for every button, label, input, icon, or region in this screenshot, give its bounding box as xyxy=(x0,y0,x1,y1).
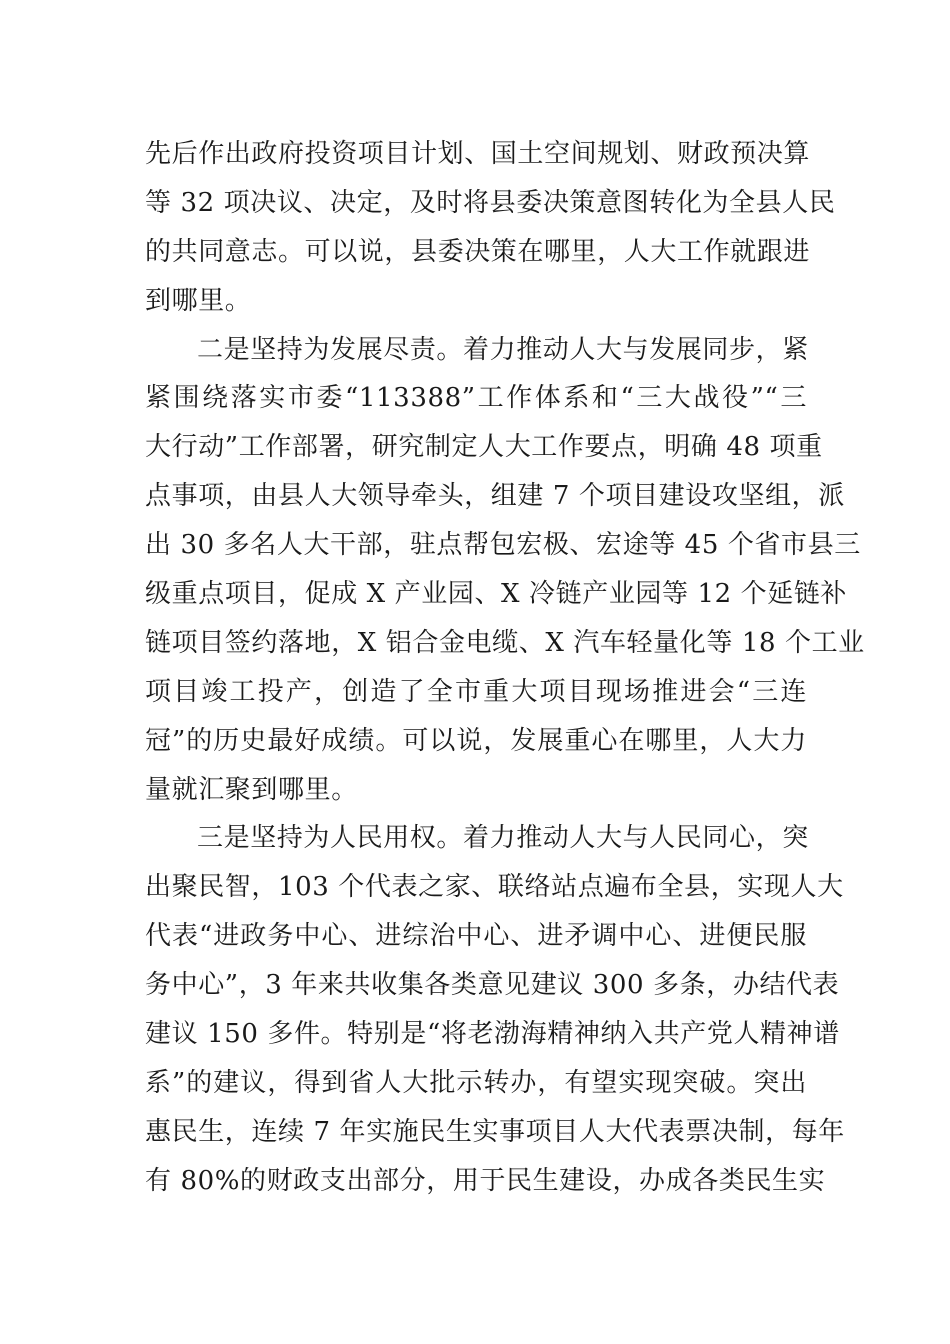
text-line: 出 30 多名人大干部，驻点帮包宏极、宏途等 45 个省市县三 xyxy=(145,530,861,561)
text-line: 先后作出政府投资项目计划、国土空间规划、财政预决算 xyxy=(145,139,811,169)
text-line: 项目竣工投产，创造了全市重大项目现场推进会“三连 xyxy=(145,676,807,707)
text-line: 等 32 项决议、决定，及时将县委决策意图转化为全县人民 xyxy=(145,187,836,218)
text-line: 务中心”，3 年来共收集各类意见建议 300 多条，办结代表 xyxy=(145,970,840,1001)
text-line: 到哪里。 xyxy=(145,285,252,316)
text-line: 紧围绕落实市委“113388”工作体系和“三大战役”“三 xyxy=(145,383,807,414)
text-line: 二是坚持为发展尽责。着力推动人大与发展同步，紧 xyxy=(197,334,809,365)
text-line: 链项目签约落地，X 铝合金电缆、X 汽车轻量化等 18 个工业 xyxy=(145,627,865,658)
text-line: 量就汇聚到哪里。 xyxy=(145,774,358,805)
text-line: 系”的建议，得到省人大批示转办，有望实现突破。突出 xyxy=(145,1067,807,1098)
document-body xyxy=(145,130,865,1206)
text-line: 三是坚持为人民用权。着力推动人大与人民同心，突 xyxy=(197,823,809,854)
text-line: 大行动”工作部署，研究制定人大工作要点，明确 48 项重 xyxy=(145,432,823,463)
text-line: 惠民生，连续 7 年实施民生实事项目人大代表票决制，每年 xyxy=(145,1116,845,1147)
text-line: 建议 150 多件。特别是“将老渤海精神纳入共产党人精神谱 xyxy=(145,1019,840,1050)
paragraph-2 xyxy=(145,326,865,815)
text-line: 的共同意志。可以说，县委决策在哪里，人大工作就跟进 xyxy=(145,236,811,267)
text-line: 冠”的历史最好成绩。可以说，发展重心在哪里，人大力 xyxy=(145,725,807,756)
text-line: 代表“进政务中心、进综治中心、进矛调中心、进便民服 xyxy=(145,921,807,952)
text-line: 点事项，由县人大领导牵头，组建 7 个项目建设攻坚组，派 xyxy=(145,481,845,512)
paragraph-1 xyxy=(145,130,836,326)
paragraph-3 xyxy=(145,814,845,1205)
text-line: 有 80%的财政支出部分，用于民生建设，办成各类民生实 xyxy=(145,1165,826,1196)
text-line: 级重点项目，促成 X 产业园、X 冷链产业园等 12 个延链补 xyxy=(145,579,848,610)
text-line: 出聚民智，103 个代表之家、联络站点遍布全县，实现人大 xyxy=(145,872,844,903)
